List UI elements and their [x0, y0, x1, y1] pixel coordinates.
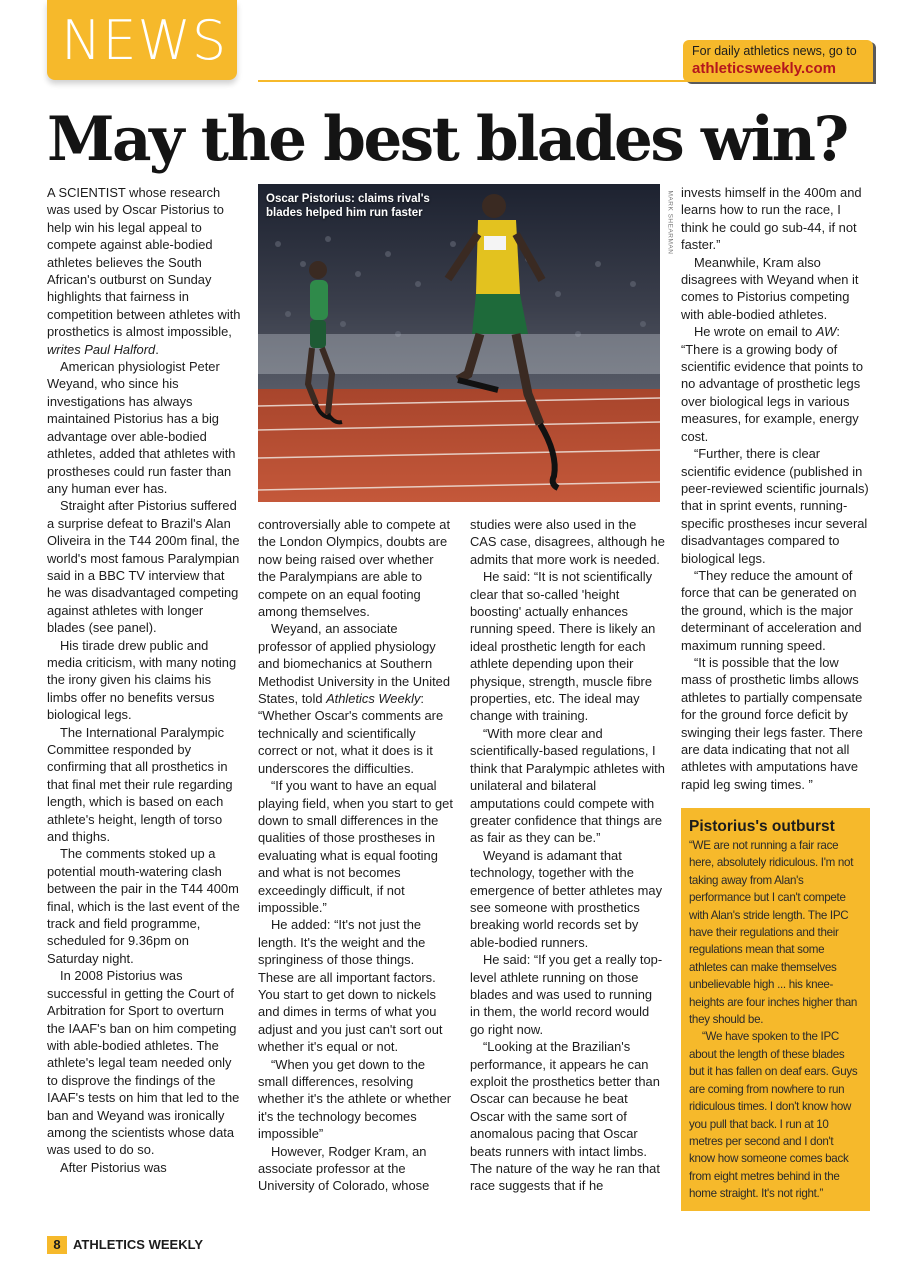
- paragraph: Weyand is adamant that technology, together with the emergence of better athletes may see someone with prosthetics breaking world records set by able-bodied runners.: [470, 847, 663, 950]
- paragraph: Straight after Pistorius suffered a surprise defeat to Brazil's Alan Oliveira in the T44 200m final, the world's most famous Paralympian said in a BBC TV interview that he was disadvantaged competing against athletes with longer blades (see panel).: [47, 498, 240, 636]
- paragraph: After Pistorius was: [60, 1159, 167, 1175]
- paragraph: The International Paralympic Committee responded by confirming that all prosthetics in that final met their rule regarding length, which is based on each athlete's height, length of torso and thighs.: [47, 724, 233, 845]
- website-promo[interactable]: [683, 40, 873, 82]
- race-photo-illustration: [258, 184, 660, 502]
- paragraph: American physiologist Peter Weyand, who since his investigations has always maintained Pistorius has a big advantage over able-bodied athletes, added that athletes with prostheses could run faster than any human ever has.: [47, 359, 236, 496]
- paragraph: “It is possible that the low mass of prosthetic limbs allows athletes to partially compensate for the ground force deficit by swinging their legs faster. There are data indicating that not all athletes with amputations have rapid leg swing times. ”: [681, 654, 863, 792]
- panel-paragraph: “We have spoken to the IPC about the length of these blades but it has fallen on deaf ears. Guys are coming from nowhere to run ridiculous times. I don't know how you pull that back. I run at 10 metres per second and I don't know how someone comes back from eight metres behind in the home straight. It's not right.”: [689, 1030, 858, 1201]
- article-column-1: [47, 184, 242, 1176]
- headline: May the best blades win?: [47, 104, 847, 175]
- paragraph: He added: “It's not just the length. It's the weight and the springiness of those things. These are all important factors. You start to get down to nickels and dimes in terms of what you adjust and you just can't sort out whether it's equal or not.: [258, 917, 443, 1055]
- paragraph: studies were also used in the CAS case, disagrees, although he admits that more work is needed.: [470, 517, 665, 567]
- paragraph: “If you want to have an equal playing field, when you start to get down to small differences in the qualities of those prostheses in evaluating what is equal footing and what is not becomes exceedingly difficult, if not impossible.”: [258, 778, 453, 915]
- section-tab: [47, 0, 237, 80]
- paragraph: A SCIENTIST whose research was used by Oscar Pistorius to help win his legal appeal to compete against able-bodied athletes believes the South African's outburst on Sunday highlights that fairness in competition between athletes with prosthetics is almost impossible, writes Paul Halford.: [47, 185, 241, 357]
- page-number: 8: [47, 1236, 67, 1254]
- magazine-name: ATHLETICS WEEKLY: [73, 1237, 204, 1252]
- paragraph: Meanwhile, Kram also disagrees with Weyand when it comes to Pistorius competing with able-bodied athletes.: [681, 254, 859, 322]
- paragraph: His tirade drew public and media criticism, with many noting the irony given his claims his limbs offer no benefits versus biological legs.: [47, 637, 237, 723]
- article-column-4: [681, 184, 871, 793]
- section-label: NEWS: [61, 9, 228, 72]
- paragraph: The comments stoked up a potential mouth-watering clash between the pair in the T44 400m final, which is the last event of the track and field programme, scheduled for 9.36pm on Saturday night.: [47, 846, 240, 966]
- photo-credit: MARK SHEARMAN: [666, 190, 674, 255]
- paragraph: controversially able to compete at the London Olympics, doubts are now being raised over whether the Paralympians are able to compete on an equal footing among themselves.: [258, 517, 451, 620]
- panel-title: Pistorius's outburst: [689, 818, 835, 835]
- paragraph: “Further, there is clear scientific evidence (published in peer-reviewed scientific journals) that in sprint events, running-specific prostheses incur several disadvantages compared to biological legs.: [681, 446, 869, 566]
- promo-link[interactable]: athleticsweekly.com: [692, 60, 836, 77]
- paragraph: “They reduce the amount of force that can be generated on the ground, which is the major determinant of acceleration and maximum running speed.: [681, 567, 862, 653]
- paragraph: He wrote on email to AW: “There is a growing body of scientific evidence that points to no advantage of prosthetic legs over biological legs in various measures, for example, energy cost.: [681, 324, 864, 444]
- paragraph: “With more clear and scientifically-based regulations, I think that Paralympic athletes with unilateral and bilateral amputations could compete with greater confidence that things are as fair as they can be.”: [470, 725, 665, 846]
- paragraph: Weyand, an associate professor of applied physiology and biomechanics at Southern Methodist University in the United States, told Athletics Weekly: “Whether Oscar's comments are technically and scientifically correct or not, what it does is it underscores the difficulties.: [258, 621, 451, 776]
- race-photo: [258, 184, 660, 502]
- panel-paragraph: “WE are not running a fair race here, absolutely ridiculous. I'm not taking away from Alan's performance but I can't compete with Alan's stride length. The IPC have their regulations and their regulations mean that some athletes can make themselves unbelievable high ... his knee-heights are four inches higher than they should be.: [689, 839, 858, 1027]
- paragraph: “When you get down to the small differences, resolving whether it's the athlete or whether it's the technology becomes impossible”: [258, 1056, 452, 1142]
- paragraph: invests himself in the 400m and learns how to run the race, I think he could go sub-44, if not faster.”: [681, 185, 862, 253]
- photo-caption: Oscar Pistorius: claims rival's blades helped him run faster: [266, 193, 430, 219]
- paragraph: “Looking at the Brazilian's performance, it appears he can exploit the prosthetics better than Oscar can because he beat Oscar with the same sort of anomalous pacing that Oscar beats runners with intact limbs. The nature of the way he ran that race suggests that if he: [470, 1039, 660, 1194]
- paragraph: He said: “It is not scientifically clear that so-called 'height boosting' actually enhances running speed. There is likely an ideal prosthetic length for each athlete depending upon their physique, strength, muscle fibre properties, etc. The ideal may change with training.: [470, 569, 656, 724]
- article-column-2: [258, 516, 453, 1195]
- paragraph: He said: “If you get a really top-level athlete running on those blades and was used to running in them, the world record would go right now.: [470, 952, 663, 1037]
- paragraph: In 2008 Pistorius was successful in getting the Court of Arbitration for Sport to overturn the IAAF's ban on him competing with able-bodied athletes. The athlete's legal team needed only to disprove the findings of the IAAF's tests on him that led to the ban and Weyand was ironically among the scientists whose data was used to do so.: [47, 968, 240, 1158]
- promo-text: For daily athletics news, go to: [692, 44, 857, 58]
- byline: writes Paul Halford: [47, 341, 156, 357]
- paragraph: However, Rodger Kram, an associate professor at the University of Colorado, whose: [258, 1143, 430, 1194]
- article-column-3: [470, 516, 665, 1195]
- sidebar-panel: [681, 808, 870, 1211]
